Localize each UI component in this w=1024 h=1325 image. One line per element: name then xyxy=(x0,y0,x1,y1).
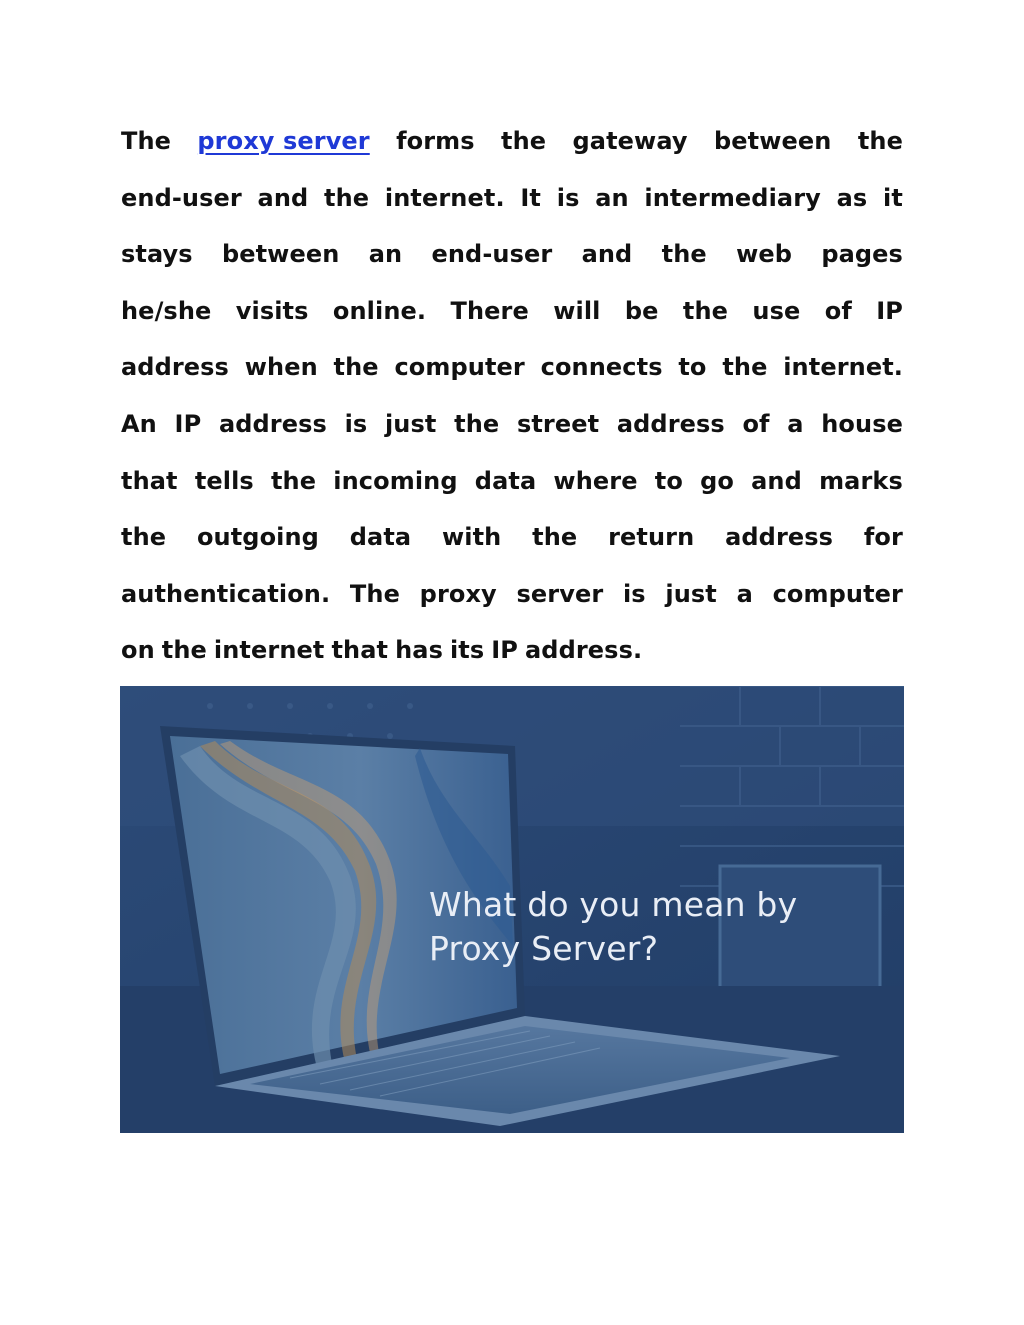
word: for xyxy=(863,523,903,552)
word: as xyxy=(836,183,868,212)
word: intermediary xyxy=(644,183,821,212)
word: computer xyxy=(772,579,903,608)
word: just xyxy=(665,579,717,608)
word: IP xyxy=(174,409,202,438)
word: stays xyxy=(121,240,193,269)
word: incoming xyxy=(333,466,458,495)
word: tells xyxy=(194,466,254,495)
word: address xyxy=(725,523,834,552)
word: use xyxy=(752,296,801,325)
word: visits xyxy=(235,296,309,325)
word: on xyxy=(121,636,155,665)
hero-caption-line-2: Proxy Server? xyxy=(429,929,659,968)
word: computer xyxy=(394,353,525,382)
word: the xyxy=(532,523,578,552)
word: the xyxy=(857,127,903,155)
word: go xyxy=(700,466,734,495)
word: is xyxy=(344,409,368,438)
word: its xyxy=(449,636,485,665)
word: IP xyxy=(491,636,519,665)
word: internet xyxy=(213,636,325,665)
word: the xyxy=(270,466,317,495)
word: a xyxy=(787,409,804,438)
word: an xyxy=(368,240,403,269)
word: end-user xyxy=(431,240,553,269)
text-line xyxy=(121,173,903,230)
word: pages xyxy=(821,240,903,269)
word: address xyxy=(121,353,229,382)
word: proxy xyxy=(419,579,497,608)
word: will xyxy=(553,296,601,325)
word: gateway xyxy=(572,127,688,155)
word: of xyxy=(824,296,852,325)
hero-caption xyxy=(429,883,797,971)
word: outgoing xyxy=(196,523,319,552)
word: a xyxy=(736,579,753,608)
word: the xyxy=(454,409,500,438)
word: connects xyxy=(540,353,663,382)
word: with xyxy=(442,523,502,552)
word: just xyxy=(384,409,437,438)
word: end-user xyxy=(121,183,242,212)
word: and xyxy=(257,183,309,212)
word: is xyxy=(622,579,646,608)
word: IP xyxy=(876,296,903,325)
word: address xyxy=(218,409,327,438)
text-line xyxy=(121,286,903,343)
text-line xyxy=(121,625,903,682)
word: marks xyxy=(819,466,903,495)
word: the xyxy=(324,183,370,212)
word: The xyxy=(349,579,400,608)
word: between xyxy=(221,240,340,269)
word: and xyxy=(751,466,802,495)
word: that xyxy=(331,636,389,665)
word: data xyxy=(474,466,537,495)
word: internet. xyxy=(384,183,505,212)
word: online. xyxy=(332,296,427,325)
text-line xyxy=(121,342,903,399)
word: forms xyxy=(396,127,475,155)
word: where xyxy=(553,466,638,495)
word: authentication. xyxy=(121,579,331,608)
word: There xyxy=(450,296,529,325)
word: between xyxy=(714,127,832,155)
word: data xyxy=(349,523,412,552)
word: An xyxy=(121,409,157,438)
word: of xyxy=(742,409,770,438)
word: to xyxy=(654,466,683,495)
proxy-server-link[interactable]: proxy server xyxy=(197,127,370,155)
text-line xyxy=(121,456,903,513)
word: when xyxy=(244,353,318,382)
word: the xyxy=(661,240,707,269)
word: has xyxy=(395,636,443,665)
text-line xyxy=(121,229,903,286)
body-paragraph xyxy=(121,116,903,682)
word: house xyxy=(821,409,903,438)
hero-caption-line-1: What do you mean by xyxy=(429,885,798,924)
word: the xyxy=(333,353,379,382)
word: server xyxy=(516,579,604,608)
word: return xyxy=(608,523,695,552)
word: is xyxy=(556,183,580,212)
word: he/she xyxy=(121,296,212,325)
word: be xyxy=(624,296,659,325)
word: that xyxy=(121,466,178,495)
word: the xyxy=(121,523,167,552)
word: web xyxy=(736,240,793,269)
word: It xyxy=(520,183,542,212)
word: and xyxy=(581,240,633,269)
word: to xyxy=(678,353,707,382)
word: the xyxy=(161,636,207,665)
word: the xyxy=(682,296,729,325)
word: street xyxy=(516,409,600,438)
word: the xyxy=(722,353,768,382)
word: it xyxy=(883,183,903,212)
word: the xyxy=(501,127,547,155)
word: address xyxy=(616,409,725,438)
hero-image xyxy=(120,686,904,1133)
text-line xyxy=(121,569,903,626)
text-line xyxy=(121,399,903,456)
word: address. xyxy=(525,636,643,665)
word: The xyxy=(121,127,172,155)
text-line xyxy=(121,116,903,173)
word: internet. xyxy=(783,353,903,382)
text-line xyxy=(121,512,903,569)
word: an xyxy=(595,183,629,212)
